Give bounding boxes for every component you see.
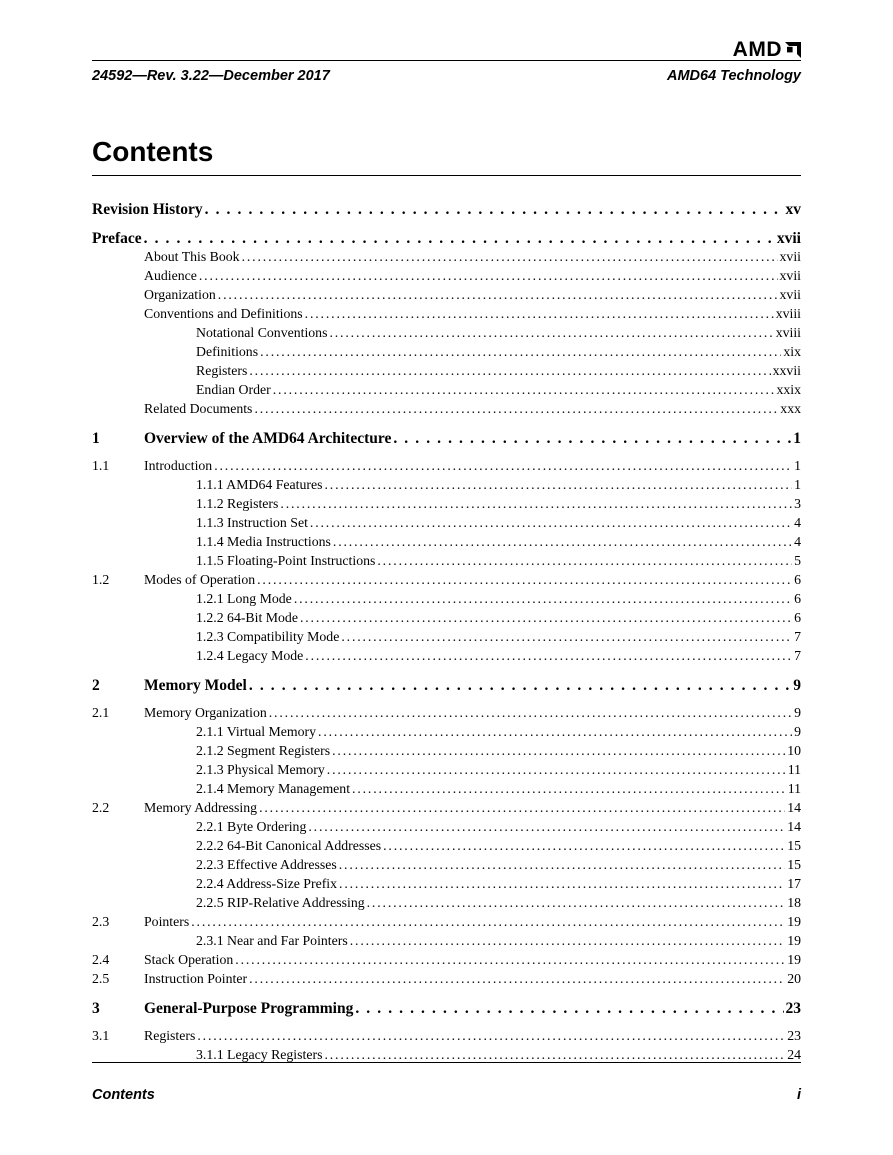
toc-leader-dots [383,838,785,854]
toc-entry-page: 15 [787,838,801,853]
toc-entry[interactable] [92,268,801,287]
header-doc-title: AMD64 Technology [666,68,801,84]
toc-entry-title: Audience [144,268,197,283]
toc-leader-dots [273,382,775,398]
toc-entry-title: Registers [144,1028,196,1043]
toc-entry-page: 9 [794,724,801,739]
toc-entry-page: 1 [793,430,801,447]
toc-entry[interactable] [92,610,801,629]
running-footer [92,1087,801,1103]
toc-entry-number: 2.5 [92,971,110,986]
toc-entry-page: 9 [794,705,801,720]
toc-entry[interactable] [92,1000,801,1019]
toc-entry[interactable] [92,515,801,534]
toc-entry-title: 1.2.3 Compatibility Mode [196,629,340,644]
toc-entry[interactable] [92,325,801,344]
toc-entry-page: xix [783,344,801,359]
toc-leader-dots [260,344,781,360]
toc-entry-page: 14 [787,800,801,815]
toc-leader-dots [235,952,785,968]
toc-entry-title: 1.2.1 Long Mode [196,591,292,606]
toc-entry-number: 3.1 [92,1028,110,1043]
toc-entry[interactable] [92,629,801,648]
toc-entry[interactable] [92,496,801,515]
toc-entry[interactable] [92,933,801,952]
toc-entry[interactable] [92,344,801,363]
toc-entry-title: 1.2.2 64-Bit Mode [196,610,298,625]
toc-leader-dots [205,201,784,219]
toc-leader-dots [350,933,785,949]
toc-entry-page: 6 [794,572,801,587]
toc-entry-title: 1.1.3 Instruction Set [196,515,308,530]
toc-entry[interactable] [92,306,801,325]
toc-leader-dots [259,800,785,816]
toc-entry-title: Preface [92,230,142,247]
toc-entry-page: 4 [794,515,801,530]
toc-leader-dots [197,1028,785,1044]
toc-entry[interactable] [92,591,801,610]
toc-entry-number: 1 [92,430,100,447]
toc-entry-page: xxix [776,382,801,397]
toc-entry[interactable] [92,876,801,895]
toc-gap [92,220,801,230]
toc-leader-dots [305,648,792,664]
toc-leader-dots [333,534,792,550]
toc-entry[interactable] [92,971,801,990]
toc-leader-dots [305,306,774,322]
toc-entry[interactable] [92,800,801,819]
toc-entry[interactable] [92,857,801,876]
toc-entry[interactable] [92,952,801,971]
toc-leader-dots [324,1047,785,1063]
toc-entry-title: 1.1.5 Floating-Point Instructions [196,553,376,568]
toc-entry[interactable] [92,1028,801,1047]
toc-entry-page: 20 [787,971,801,986]
toc-entry-number: 3 [92,1000,100,1017]
toc-entry[interactable] [92,743,801,762]
toc-entry[interactable] [92,401,801,420]
toc-leader-dots [300,610,792,626]
toc-entry-title: Conventions and Definitions [144,306,303,321]
toc-entry-page: 24 [787,1047,801,1062]
toc-entry-page: xviii [775,325,801,340]
toc-leader-dots [332,743,785,759]
toc-entry-title: Instruction Pointer [144,971,248,986]
toc-entry[interactable] [92,762,801,781]
toc-entry-page: xxx [780,401,801,416]
toc-entry-title: 2.2.1 Byte Ordering [196,819,307,834]
toc-entry-page: 23 [787,1028,801,1043]
toc-entry[interactable] [92,430,801,449]
toc-entry[interactable] [92,724,801,743]
toc-gap [92,990,801,1000]
toc-entry[interactable] [92,534,801,553]
toc-entry-title: 2.2.3 Effective Addresses [196,857,337,872]
toc-leader-dots [191,914,785,930]
toc-entry-title: 2.2.4 Address-Size Prefix [196,876,338,891]
toc-entry[interactable] [92,838,801,857]
toc-entry[interactable] [92,677,801,696]
toc-leader-dots [308,819,785,835]
toc-entry-page: 11 [787,762,801,777]
toc-entry[interactable] [92,477,801,496]
toc-entry-number: 2.2 [92,800,110,815]
toc-entry[interactable] [92,705,801,724]
toc-entry-title: Stack Operation [144,952,234,967]
toc-entry-title: Organization [144,287,216,302]
footer-rule [92,1062,801,1063]
toc-entry-page: 5 [794,553,801,568]
toc-leader-dots [242,249,778,265]
toc-entry-title: 1.2.4 Legacy Mode [196,648,304,663]
title-rule [92,175,801,176]
toc-entry-page: 19 [787,933,801,948]
toc-entry-number: 2.3 [92,914,110,929]
toc-entry-title: Overview of the AMD64 Architecture [144,430,392,447]
toc-entry-title: Endian Order [196,382,271,397]
toc-entry-page: 9 [793,677,801,694]
toc-entry-title: Revision History [92,201,203,218]
toc-entry-page: 14 [787,819,801,834]
toc-entry-title: Modes of Operation [144,572,256,587]
toc-leader-dots [218,287,778,303]
toc-entry-title: Memory Organization [144,705,267,720]
toc-entry-title: 2.3.1 Near and Far Pointers [196,933,348,948]
toc-gap [92,696,801,705]
footer-section: Contents [92,1087,155,1103]
toc-entry-title: Memory Model [144,677,247,694]
toc-entry-page: 17 [787,876,801,891]
toc-entry-number: 2.4 [92,952,110,967]
toc-entry-page: 1 [794,458,801,473]
toc-leader-dots [324,477,792,493]
toc-entry-title: 2.1.1 Virtual Memory [196,724,317,739]
toc-gap [92,667,801,677]
toc-leader-dots [144,230,775,248]
toc-entry-page: 3 [794,496,801,511]
toc-leader-dots [249,677,791,695]
toc-entry-page: 6 [794,591,801,606]
toc-leader-dots [257,572,792,588]
toc-entry-title: 2.2.5 RIP-Relative Addressing [196,895,365,910]
toc-entry[interactable] [92,819,801,838]
toc-entry-page: xvii [779,268,801,283]
toc-entry[interactable] [92,249,801,268]
toc-leader-dots [269,705,792,721]
toc-leader-dots [249,971,785,987]
toc-entry-page: 19 [787,952,801,967]
amd-logo-text: AMD [732,38,782,61]
toc-entry-title: Definitions [196,344,259,359]
toc-leader-dots [339,857,785,873]
toc-entry-title: 1.1.1 AMD64 Features [196,477,323,492]
toc-entry-page: xviii [775,306,801,321]
toc-entry-page: xvii [779,249,801,264]
toc-entry[interactable] [92,382,801,401]
toc-leader-dots [327,762,786,778]
toc-entry-title: Pointers [144,914,190,929]
toc-entry-title: 2.1.2 Segment Registers [196,743,331,758]
toc-entry-page: 6 [794,610,801,625]
toc-leader-dots [329,325,773,341]
toc-entry[interactable] [92,201,801,220]
toc-entry-page: 4 [794,534,801,549]
toc-entry-title: Related Documents [144,401,253,416]
toc-entry[interactable] [92,553,801,572]
toc-entry-page: 7 [794,648,801,663]
toc-leader-dots [310,515,792,531]
toc-entry[interactable] [92,230,801,249]
toc-entry-page: 11 [787,781,801,796]
toc-entry-number: 2 [92,677,100,694]
toc-entry[interactable] [92,914,801,933]
table-of-contents [92,201,801,1066]
toc-entry[interactable] [92,287,801,306]
toc-entry[interactable] [92,895,801,914]
toc-leader-dots [249,363,770,379]
page-number: i [796,1087,801,1103]
toc-entry-page: xxvii [772,363,801,378]
toc-leader-dots [254,401,778,417]
toc-leader-dots [214,458,792,474]
toc-entry-page: xv [785,201,801,218]
toc-gap [92,1019,801,1028]
toc-gap [92,420,801,430]
toc-leader-dots [199,268,778,284]
amd-arrow-icon [785,42,801,58]
toc-entry-page: 1 [794,477,801,492]
toc-leader-dots [377,553,792,569]
toc-entry-page: 23 [785,1000,801,1017]
toc-entry[interactable] [92,458,801,477]
toc-entry-number: 1.1 [92,458,110,473]
toc-entry-page: 18 [787,895,801,910]
toc-entry-title: Memory Addressing [144,800,258,815]
toc-entry[interactable] [92,648,801,667]
toc-leader-dots [339,876,785,892]
toc-entry-title: 2.2.2 64-Bit Canonical Addresses [196,838,382,853]
amd-logo [733,38,801,62]
toc-entry-title: General-Purpose Programming [144,1000,354,1017]
toc-leader-dots [367,895,786,911]
toc-entry[interactable] [92,363,801,382]
toc-leader-dots [352,781,786,797]
toc-leader-dots [393,430,791,448]
toc-entry[interactable] [92,1047,801,1066]
toc-entry-title: Registers [196,363,248,378]
toc-entry-title: About This Book [144,249,240,264]
toc-leader-dots [341,629,792,645]
header-doc-id: 24592—Rev. 3.22—December 2017 [92,68,330,84]
toc-entry-title: 1.1.4 Media Instructions [196,534,331,549]
toc-leader-dots [318,724,792,740]
toc-entry-page: xvii [779,287,801,302]
toc-entry-page: 19 [787,914,801,929]
header-rule [92,60,801,61]
toc-entry-title: 3.1.1 Legacy Registers [196,1047,323,1062]
toc-entry-title: Notational Conventions [196,325,328,340]
toc-entry-title: Introduction [144,458,213,473]
running-header [92,68,801,84]
toc-leader-dots [280,496,792,512]
toc-entry-page: 7 [794,629,801,644]
toc-entry-title: 1.1.2 Registers [196,496,279,511]
toc-entry-title: 2.1.4 Memory Management [196,781,351,796]
toc-leader-dots [355,1000,783,1018]
toc-entry-number: 2.1 [92,705,110,720]
toc-entry-page: 10 [787,743,801,758]
toc-leader-dots [294,591,792,607]
toc-gap [92,449,801,458]
toc-entry-number: 1.2 [92,572,110,587]
toc-entry[interactable] [92,572,801,591]
toc-entry-page: xvii [776,230,801,247]
page-title: Contents [92,136,214,167]
toc-entry-page: 15 [787,857,801,872]
toc-entry-title: 2.1.3 Physical Memory [196,762,325,777]
toc-entry[interactable] [92,781,801,800]
